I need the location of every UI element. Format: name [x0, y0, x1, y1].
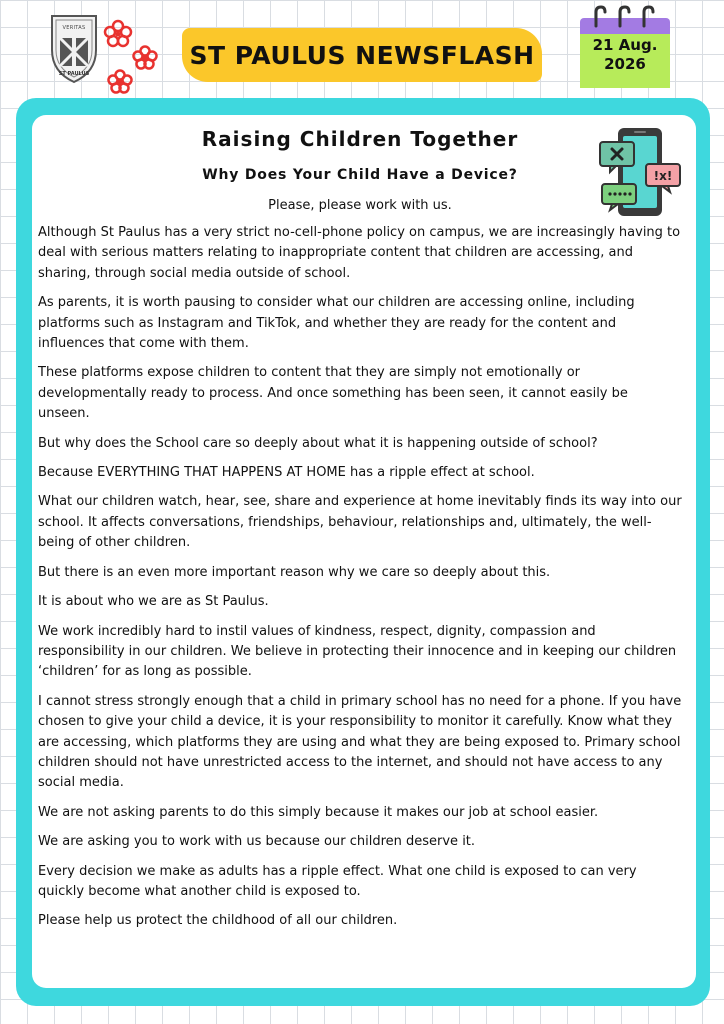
- article-intro: Please, please work with us.: [268, 198, 452, 213]
- paragraph: We are asking you to work with us because our children deserve it.: [38, 834, 476, 850]
- paragraph: Please help us protect the childhood of all our children.: [38, 913, 398, 929]
- banner-title: ST PAULUS NEWSFLASH: [189, 40, 535, 70]
- crest-name: ST PAULUS: [58, 71, 90, 77]
- paragraph: Because EVERYTHING THAT HAPPENS AT HOME has a ripple effect at school.: [38, 465, 535, 481]
- paragraph: We are not asking parents to do this simply because it makes our job at school easier.: [38, 804, 599, 820]
- calendar-icon: [580, 4, 670, 88]
- paragraph: Although St Paulus has a very strict no-cell-phone policy on campus, we are increasingly having to deal with serious matters relating to inappropriate content that children are accessing, and sharing, through social media outside of school.: [38, 225, 681, 281]
- paragraph: I cannot stress strongly enough that a child in primary school has no need for a phone. If you have chosen to give your child a device, it is your responsibility to monitor it carefully. Know what they are accessing, which platforms they are using and what they are being exposed to. Primary school children should not have unrestricted access to the internet, and should not have access to any social media.: [38, 693, 682, 791]
- paragraph: What our children watch, hear, see, share and experience at home inevitably finds its way into our school. It affects conversations, friendships, behaviour, relationships and, ultimately, the well-being of other children.: [38, 494, 682, 551]
- article-content: [38, 125, 682, 932]
- crest-motto: VERITAS: [62, 25, 86, 31]
- date-year: 2026: [604, 55, 646, 73]
- paragraph: These platforms expose children to content that they are simply not emotionally or developmentally ready to process. And once something has been seen, it cannot easily be unseen.: [38, 365, 628, 422]
- flower-icon: [100, 14, 162, 104]
- paragraph: Every decision we make as adults has a ripple effect. What one child is exposed to can very quickly become what another child is exposed to.: [38, 863, 637, 899]
- newsflash-banner: [182, 28, 542, 82]
- paragraph: As parents, it is worth pausing to consider what our children are accessing online, including platforms such as Instagram and TikTok, and whether they are ready for the content and influences that come with them.: [38, 295, 635, 352]
- svg-text:!x!: !x!: [653, 169, 673, 183]
- article-title: Raising Children Together: [201, 127, 519, 151]
- article-subtitle: Why Does Your Child Have a Device?: [202, 167, 518, 183]
- calendar-date: [580, 36, 670, 74]
- paragraph: But why does the School care so deeply about what it is happening outside of school?: [38, 435, 598, 451]
- date-day-month: 21 Aug.: [592, 36, 658, 54]
- paragraph: It is about who we are as St Paulus.: [38, 594, 269, 610]
- paragraph: But there is an even more important reason why we care so deeply about this.: [38, 564, 551, 580]
- calendar-rings-icon: [580, 4, 670, 38]
- paragraph: We work incredibly hard to instil values of kindness, respect, dignity, compassion and responsibility in our children. We believe in protecting their innocence and in keeping our children ‘children’ for as long as possible.: [38, 623, 677, 680]
